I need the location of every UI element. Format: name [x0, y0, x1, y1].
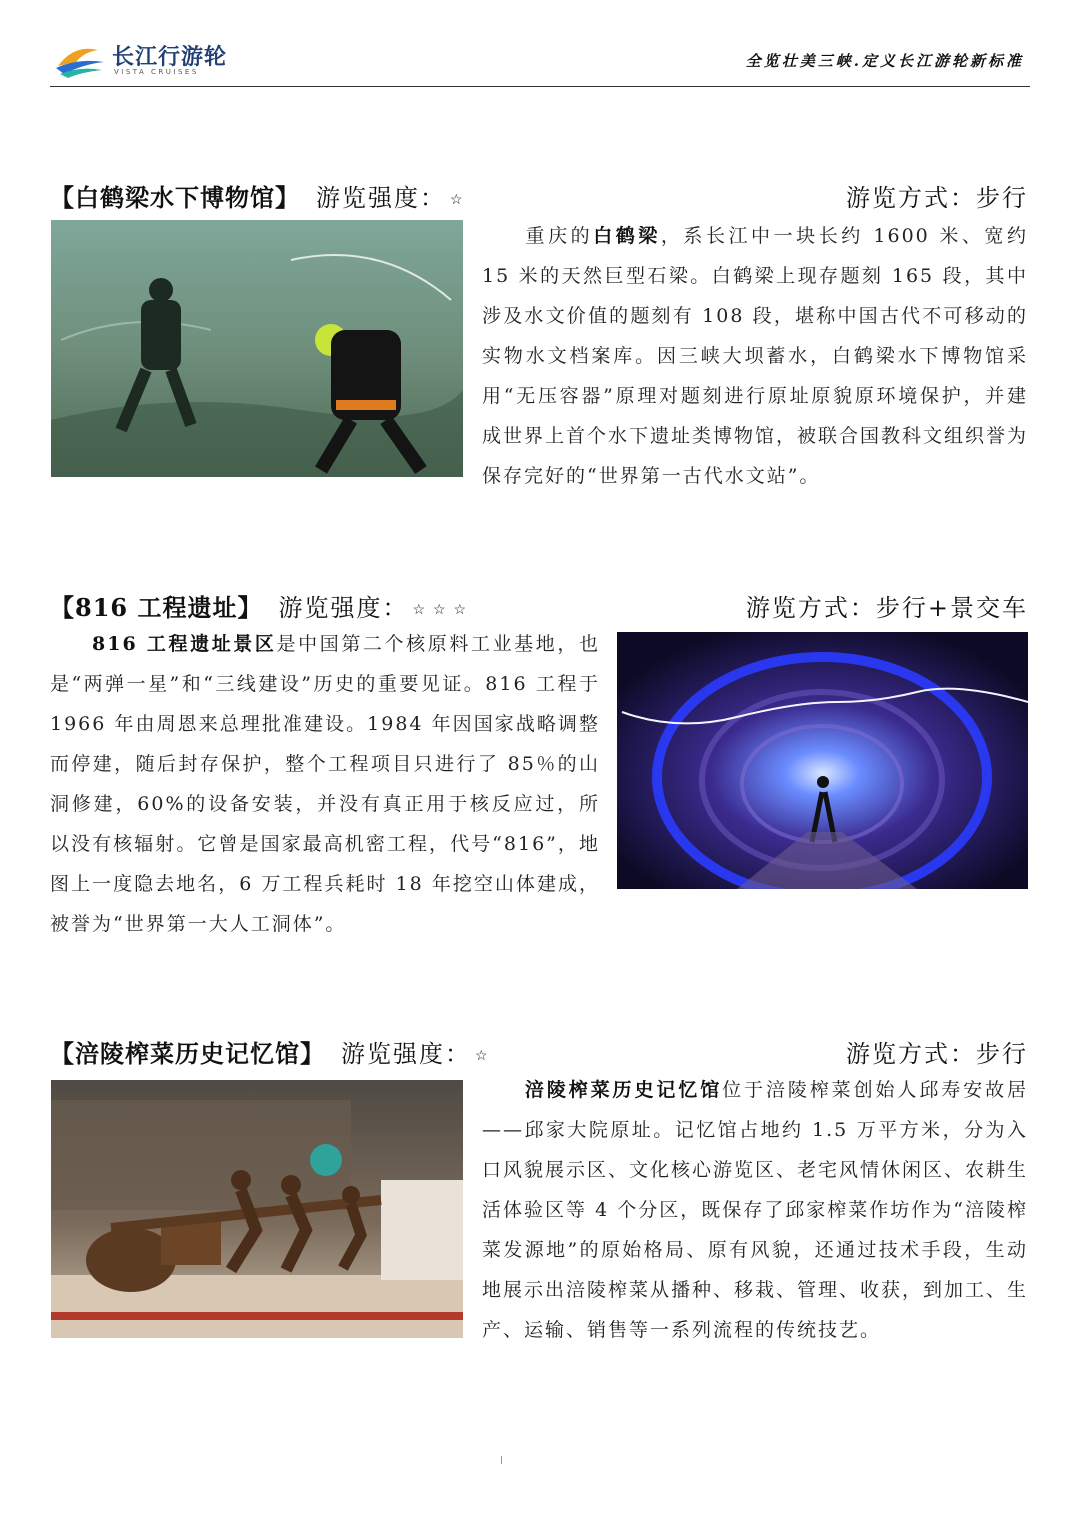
description-body: 位于涪陵榨菜创始人邱寿安故居——邱家大院原址。记忆馆占地约 1.5 万平方米，分为入口风貌展示区、文化核心游览区、老宅风情休闲区、农耕生活体验区等 4 个分区，既保存了邱家榨菜作坊作为“涪陵榨菜发源地”的原始格局、原有风貌，还通过技术手段，生动地展示出涪陵榨菜从播种、移栽、管理、收获，到加工、生产、运输、销售等一系列流程的传统技艺。 [482, 1079, 1029, 1341]
description-prefix: 重庆的 [524, 225, 594, 247]
tour-mode: 游览方式：步行+景交车 [745, 594, 1028, 622]
intensity-label: 游览强度： [341, 1040, 471, 1068]
tour-mode: 游览方式：步行 [846, 1040, 1028, 1068]
highlight-name: 涪陵榨菜历史记忆馆 [524, 1079, 723, 1101]
museum-sculpture-photo [51, 1080, 463, 1338]
attraction-name: 【白鹤梁水下博物馆】 [50, 183, 300, 212]
intensity-stars: ☆☆☆ [412, 602, 475, 618]
highlight-name: 816 工程遗址景区 [92, 633, 277, 655]
attraction-name: 【816 工程遗址】 [50, 593, 263, 622]
description-body: 是中国第二个核原料工业基地，也是“两弹一星”和“三线建设”历史的重要见证。816 工程于 1966 年由周恩来总理批准建设。1984 年因国家战略调整而停建，随后封存保护，整个工程项目只进行了 85％的山洞修建，60%的设备安装，并没有真正用于核反应过，所以没有核辐射。它曾是国家最高机密工程，代号“816”，地图上一度隐去地名，6 万工程兵耗时 18 年挖空山体建成，被誉为“世界第一大人工洞体”。 [50, 633, 600, 935]
highlight-name: 白鹤梁 [593, 225, 661, 247]
description-body: ，系长江中一块长约 1600 米、宽约 15 米的天然巨型石梁。白鹤梁上现存题刻 165 段，其中涉及水文价值的题刻有 108 段，堪称中国古代不可移动的实物水文档案库。因三峡大坝蓄水，白鹤梁水下博物馆采用“无压容器”原理对题刻进行原址原貌原环境保护，并建成世界上首个水下遗址类博物馆，被联合国教科文组织誉为保存完好的“世界第一古代水文站”。 [482, 225, 1029, 487]
vista-cruises-logo-icon [54, 36, 108, 80]
intensity-stars: ☆ [475, 1048, 496, 1064]
underwater-divers-photo [51, 220, 463, 477]
tunnel-light-photo [617, 632, 1028, 889]
brand-name: 长江行游轮 [112, 45, 228, 70]
tour-mode: 游览方式：步行 [846, 184, 1028, 212]
intensity-label: 游览强度： [278, 594, 409, 622]
section-title [50, 1034, 496, 1069]
page-header [50, 30, 1030, 87]
attraction-description [50, 624, 600, 944]
attraction-description [482, 1070, 1028, 1350]
section-title [50, 588, 474, 623]
attraction-name: 【涪陵榨菜历史记忆馆】 [50, 1039, 325, 1068]
intensity-stars: ☆ [450, 192, 471, 208]
page-number-mark [501, 1456, 502, 1464]
brand-name-en: VISTA CRUISES [114, 68, 199, 76]
attraction-description [482, 216, 1028, 496]
intensity-label: 游览强度： [316, 184, 446, 212]
header-slogan: 全览壮美三峡.定义长江游轮新标准 [745, 52, 1024, 70]
section-title [50, 178, 471, 213]
